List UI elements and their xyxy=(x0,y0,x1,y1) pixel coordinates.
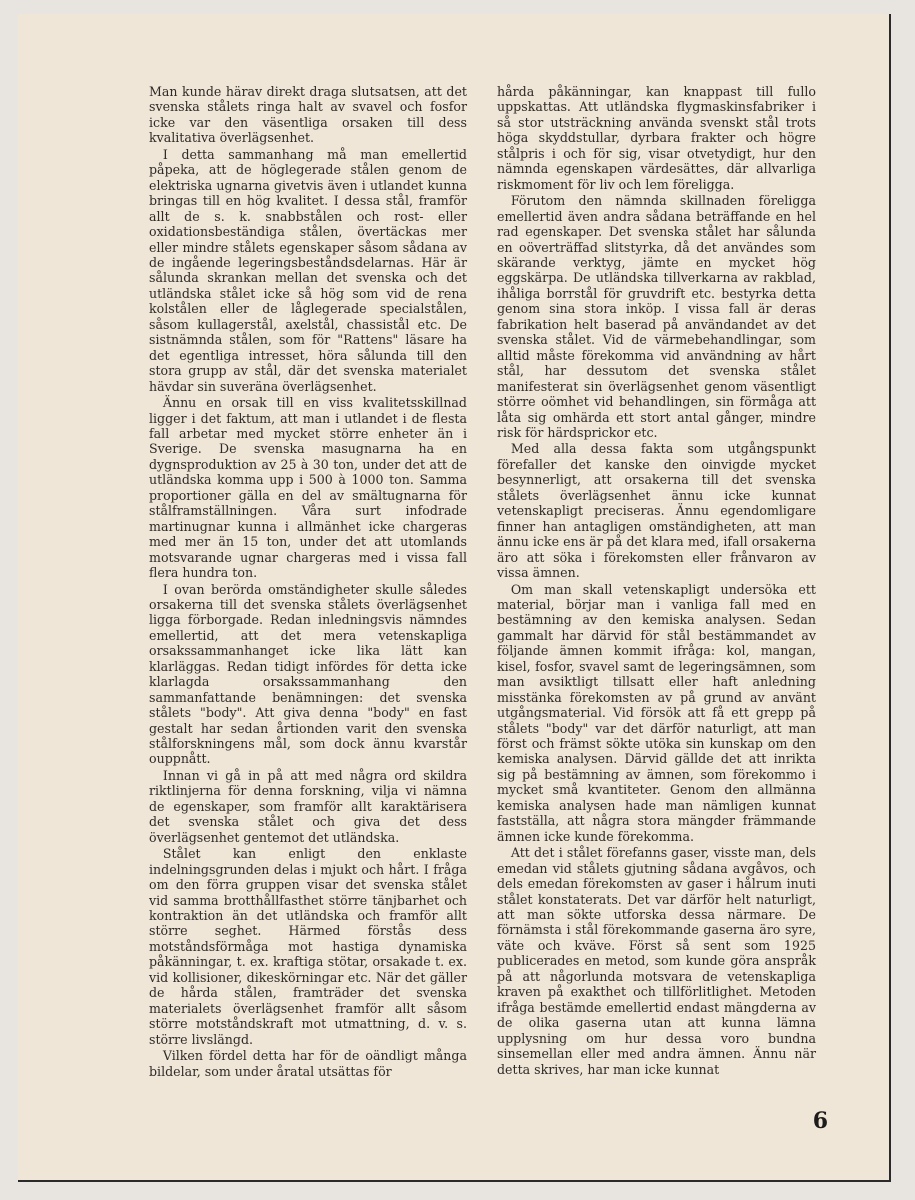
right-column xyxy=(497,84,816,1078)
paragraph: I detta sammanhang må man emellertid påpeka, att de höglegerade stålen genom de elektriska ugnarna givetvis även i utlandet kunna bringas till en hög kvalitet. I dessa stål, framför allt de s. k. snabbstålen och rost- eller oxidationsbeständiga stålen, övertäckas mer eller mindre stålets egenskaper såsom sådana av de ingående legeringsbeståndsdelarnas. Här är sålunda skrankan mellan det svenska och det utländska stålet icke så hög som vid de rena kolstålen eller de låglegerade specialstålen, såsom kullagerstål, axelstål, chassistål etc. De sistnämnda stålen, som för "Rattens" läsare ha det egentliga intresset, höra sålunda till den stora grupp av stål, där det svenska materialet hävdar sin suveräna överlägsenhet. xyxy=(149,146,467,394)
paragraph: I ovan berörda omständigheter skulle således orsakerna till det svenska stålets överlägsenhet ligga förborgade. Redan inledningsvis nämndes emellertid, att det mera vetenskapliga orsakssammanhanget icke lika lätt kan klarläggas. Redan tidigt infördes för detta icke klarlagda orsakssammanhang den sammanfattande benämningen: det svenska stålets "body". Att giva denna "body" en fast gestalt har sedan årtionden varit den svenska stålforskningens mål, som dock ännu kvarstår ouppnått. xyxy=(149,581,467,767)
paragraph: Med alla dessa fakta som utgångspunkt förefaller det kanske den oinvigde mycket besynnerligt, att orsakerna till det svenska stålets överlägsenhet ännu icke kunnat vetenskapligt preciseras. Ännu egendomligare finner han antagligen omständigheten, att man ännu icke ens är på det klara med, ifall orsakerna äro att söka i förekomsten eller frånvaron av vissa ämnen. xyxy=(497,441,816,581)
paragraph: Ännu en orsak till en viss kvalitetsskillnad ligger i det faktum, att man i utlandet i de flesta fall arbetar med mycket större enheter än i Sverige. De svenska masugnarna ha en dygnsproduktion av 25 à 30 ton, under det att de utländska komma upp i 500 à 1000 ton. Samma proportioner gälla en del av smältugnarna för stålframställningen. Våra surt infodrade martinugnar kunna i allmänhet icke chargeras med mer än 15 ton, under det att utomlands motsvarande ugnar chargeras med i vissa fall flera hundra ton. xyxy=(149,395,467,581)
paragraph: Att det i stålet förefanns gaser, visste man, dels emedan vid stålets gjutning sådana avgåvos, och dels emedan förekomsten av gaser i hålrum inuti stålet konstaterats. Det var därför helt naturligt, att man sökte utforska dessa närmare. De förnämsta i stål förekommande gaserna äro syre, väte och kväve. Först så sent som 1925 publicerades en metod, som kunde göra anspråk på att någorlunda motsvara de vetenskapliga kraven på exakthet och tillförlitlighet. Metoden ifråga bestämde emellertid endast mängderna av de olika gaserna utan att kunna lämna upplysning om hur dessa voro bundna sinsemellan eller med andra ämnen. Ännu när detta skrives, har man icke kunnat xyxy=(497,845,816,1077)
page xyxy=(18,14,891,1182)
paragraph: hårda påkänningar, kan knappast till fullo uppskattas. Att utländska flygmaskinsfabriker i så stor utsträckning använda svenskt stål trots höga skyddstullar, dyrbara frakter och högre stålpris i och för sig, visar otvetydigt, hur den nämnda egenskapen värdesättes, där allvarliga riskmoment för liv och lem föreligga. xyxy=(497,84,816,192)
paragraph: Om man skall vetenskapligt undersöka ett material, börjar man i vanliga fall med en bestämning av den kemiska analysen. Sedan gammalt har därvid för stål bestämmandet av följande ämnen kommit ifråga: kol, mangan, kisel, fosfor, svavel samt de legeringsämnen, som man avsiktligt tillsatt eller haft anledning misstänka förekomsten av på grund av använt utgångsmaterial. Vid försök att få ett grepp på stålets "body" var det därför naturligt, att man först och främst sökte utöka sin kunskap om den kemiska analysen. Därvid gällde det att inrikta sig på bestämning av ämnen, som förekommo i mycket små kvantiteter. Genom den allmänna kemiska analysen hade man nämligen kunnat fastställa, att några stora mängder främmande ämnen icke kunde förekomma. xyxy=(497,581,816,844)
paragraph: Vilken fördel detta har för de oändligt många bildelar, som under åratal utsättas för xyxy=(149,1048,467,1079)
paragraph: Förutom den nämnda skillnaden föreligga emellertid även andra sådana beträffande en hel rad egenskaper. Det svenska stålet har sålunda en oöverträffad slitstyrka, då det användes som skärande verktyg, jämte en mycket hög eggskärpa. De utländska tillverkarna av rakblad, ihåliga borrstål för gruvdrift etc. bestyrka detta genom sina stora inköp. I vissa fall är deras fabrikation helt baserad på användandet av det svenska stålet. Vid de värmebehandlingar, som alltid måste förekomma vid användning av hårt stål, har dessutom det svenska stålet manifesterat sin överlägsenhet genom väsentligt större oömhet vid behandlingen, sin förmåga att låta sig omhärda ett stort antal gånger, mindre risk för härdsprickor etc. xyxy=(497,193,816,440)
paragraph: Stålet kan enligt den enklaste indelningsgrunden delas i mjukt och hårt. I fråga om den förra gruppen visar det svenska stålet vid samma brotthållfasthet större tänjbarhet och kontraktion än det utländska och framför allt större seghet. Härmed förstås dess motståndsförmåga mot hastiga dynamiska påkänningar, t. ex. kraftiga stötar, orsakade t. ex. vid kollisioner, dikeskörningar etc. När det gäller de hårda stålen, framträder det svenska materialets överlägsenhet framför allt såsom större motståndskraft mot utmattning, d. v. s. större livslängd. xyxy=(149,846,467,1047)
left-column xyxy=(149,84,467,1080)
paragraph: Innan vi gå in på att med några ord skildra riktlinjerna för denna forskning, vilja vi nämna de egenskaper, som framför allt karaktärisera det svenska stålet och giva det dess överlägsenhet gentemot det utländska. xyxy=(149,767,467,845)
page-number: 6 xyxy=(812,1108,828,1134)
paragraph: Man kunde härav direkt draga slutsatsen, att det svenska stålets ringa halt av svavel och fosfor icke var den väsentliga orsaken till dess kvalitativa överlägsenhet. xyxy=(149,84,467,146)
